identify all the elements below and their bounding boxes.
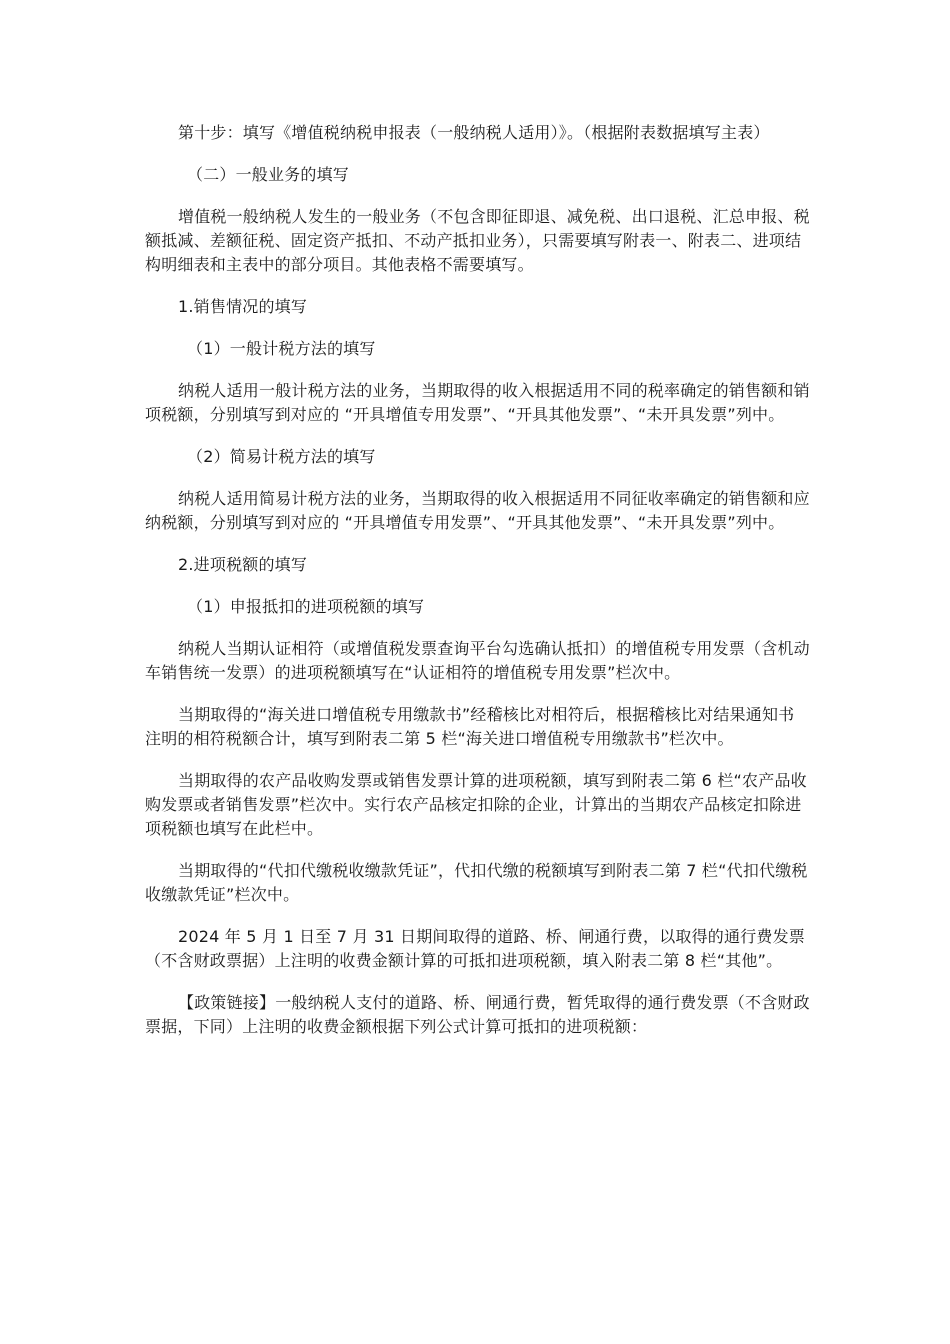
- customs-payment-paragraph: 当期取得的“海关进口增值税专用缴款书”经稽核比对相符后，根据稽核比对结果通知书注明的相符税额合计，填写到附表二第 5 栏“海关进口增值税专用缴款书”栏次中。: [145, 705, 795, 748]
- simple-tax-method-paragraph: 纳税人适用简易计税方法的业务，当期取得的收入根据适用不同征收率确定的销售额和应纳税额，分别填写到对应的 “开具增值专用发票”、“开具其他发票”、“未开具发票”列中。: [145, 489, 810, 532]
- heading-declared-deduction: （1）申报抵扣的进项税额的填写: [187, 597, 425, 616]
- withholding-certificate-paragraph: 当期取得的“代扣代缴税收缴款凭证”，代扣代缴的税额填写到附表二第 7 栏“代扣代缴税收缴款凭证”栏次中。: [145, 861, 808, 904]
- heading-simple-tax-method: （2）简易计税方法的填写: [187, 447, 376, 466]
- agricultural-invoice-paragraph: 当期取得的农产品收购发票或销售发票计算的进项税额，填写到附表二第 6 栏“农产品收购发票或者销售发票”栏次中。实行农产品核定扣除的企业，计算出的当期农产品核定扣除进项税额也填写在此栏中。: [145, 771, 807, 838]
- heading-general-tax-method: （1）一般计税方法的填写: [187, 339, 376, 358]
- toll-fee-paragraph: 2024 年 5 月 1 日至 7 月 31 日期间取得的道路、桥、闸通行费，以取得的通行费发票（不含财政票据）上注明的收费金额计算的可抵扣进项税额，填入附表二第 8 栏“其他”。: [145, 927, 805, 970]
- section-heading-general-business: （二）一般业务的填写: [187, 165, 350, 184]
- certified-invoice-paragraph: 纳税人当期认证相符（或增值税发票查询平台勾选确认抵扣）的增值税专用发票（含机动车销售统一发票）的进项税额填写在“认证相符的增值税专用发票”栏次中。: [145, 639, 810, 682]
- policy-link-paragraph: 【政策链接】一般纳税人支付的道路、桥、闸通行费，暂凭取得的通行费发票（不含财政票据，下同）上注明的收费金额根据下列公式计算可抵扣的进项税额：: [145, 993, 810, 1036]
- heading-sales: 1.销售情况的填写: [178, 297, 308, 316]
- document-page: [145, 121, 810, 1057]
- general-tax-method-paragraph: 纳税人适用一般计税方法的业务，当期取得的收入根据适用不同的税率确定的销售额和销项税额，分别填写到对应的 “开具增值专用发票”、“开具其他发票”、“未开具发票”列中。: [145, 381, 810, 424]
- general-business-paragraph: 增值税一般纳税人发生的一般业务（不包含即征即退、减免税、出口退税、汇总申报、税额抵减、差额征税、固定资产抵扣、不动产抵扣业务），只需要填写附表一、附表二、进项结构明细表和主表中的部分项目。其他表格不需要填写。: [145, 207, 810, 274]
- heading-input-tax: 2.进项税额的填写: [178, 555, 308, 574]
- step-ten-paragraph: 第十步：填写《增值税纳税申报表（一般纳税人适用）》。（根据附表数据填写主表）: [178, 123, 770, 142]
